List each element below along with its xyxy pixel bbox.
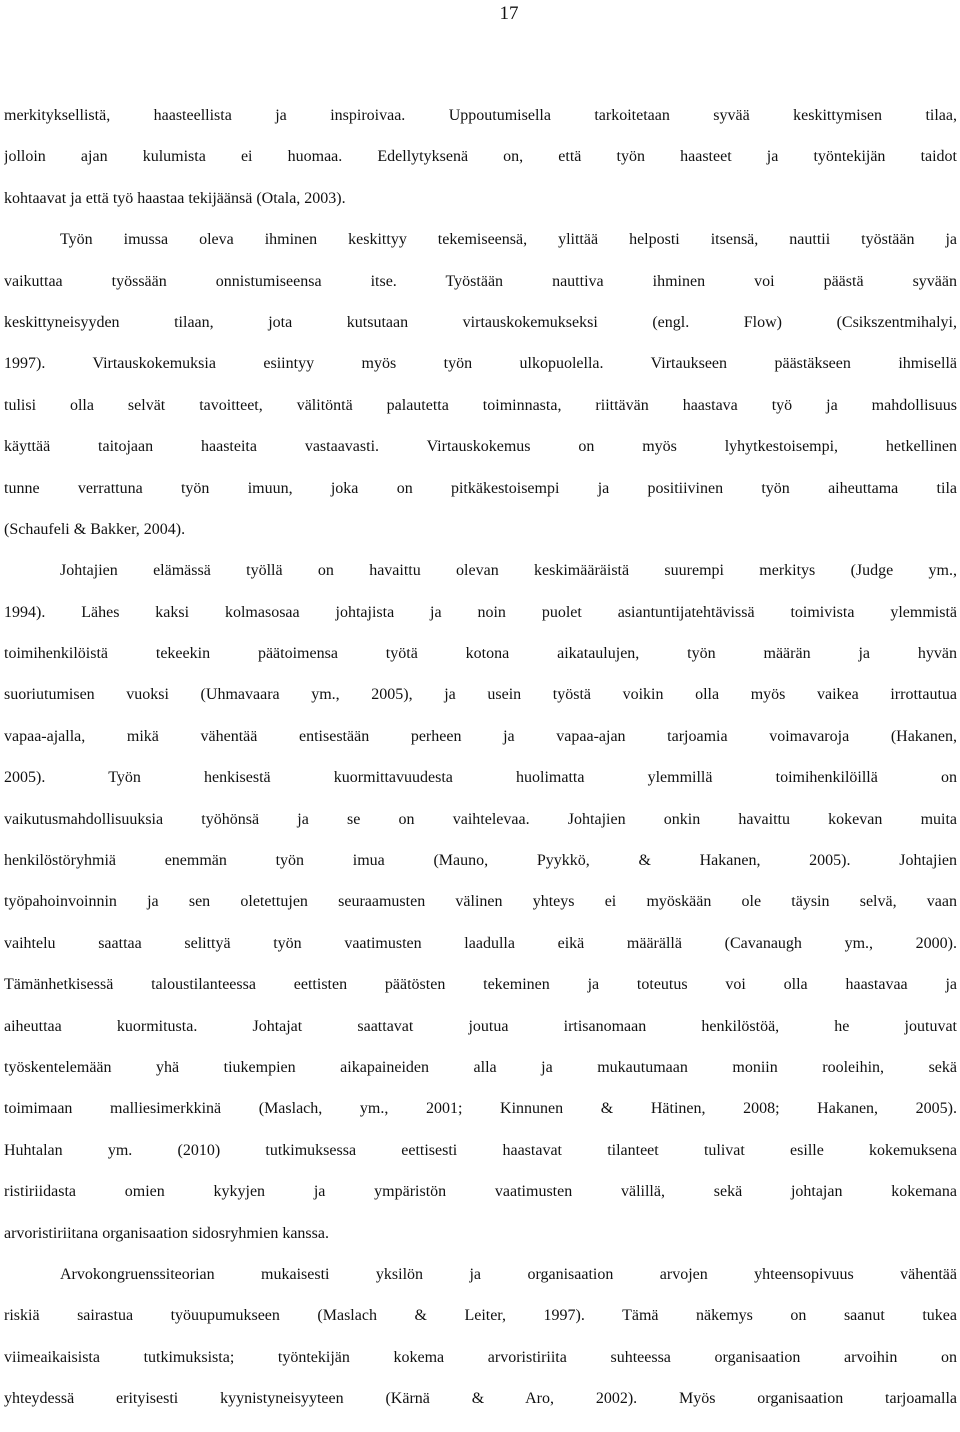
text-line: toimimaan malliesimerkkinä (Maslach, ym., 2001; Kinnunen & Hätinen, 2008; Hakanen, 2005). <box>4 1100 957 1118</box>
text-line: Arvokongruenssiteorian mukaisesti yksilön ja organisaation arvojen yhteensopivuus vähentää <box>60 1265 957 1283</box>
text-line: vaikutusmahdollisuuksia työhönsä ja se on vaihtelevaa. Johtajien onkin havaittu kokevan muita <box>4 810 957 828</box>
paragraph-1 <box>4 107 957 231</box>
text-line: 1994). Lähes kaksi kolmasosaa johtajista ja noin puolet asiantuntijatehtävissä toimivista ylemmistä <box>4 603 957 621</box>
text-line: vaikuttaa työssään onnistumiseensa itse. Työstään nauttiva ihminen voi päästä syvään <box>4 272 957 290</box>
paragraph-3 <box>4 562 957 1266</box>
text-line: käyttää taitojaan haasteita vastaavasti. Virtauskokemus on myös lyhytkestoisempi, hetkellinen <box>4 438 957 456</box>
text-line: suoriutumisen vuoksi (Uhmavaara ym., 2005), ja usein työstä voikin olla myös vaikea irrottautua <box>4 686 957 704</box>
text-line: tulisi olla selvät tavoitteet, välitöntä palautetta toiminnasta, riittävän haastava työ ja mahdollisuus <box>4 396 957 414</box>
text-line: vapaa-ajalla, mikä vähentää entisestään perheen ja vapaa-ajan tarjoamia voimavaroja (Hakanen, <box>4 727 957 745</box>
text-line: jolloin ajan kulumista ei huomaa. Edellytyksenä on, että työn haasteet ja työntekijän taidot <box>4 148 957 166</box>
text-line: viimeaikaisista tutkimuksista; työntekijän kokema arvoristiriita suhteessa organisaation arvoihin on <box>4 1348 957 1366</box>
text-line: yhteydessä erityisesti kyynistyneisyyteen (Kärnä & Aro, 2002). Myös organisaation tarjoamalla <box>4 1390 957 1408</box>
text-line: (Schaufeli & Bakker, 2004). <box>4 520 186 538</box>
text-line: aiheuttaa kuormitusta. Johtajat saattavat joutua irtisanomaan henkilöstöä, he joutuvat <box>4 1017 957 1035</box>
text-line: vaihtelu saattaa selittyä työn vaatimusten laadulla eikä määrällä (Cavanaugh ym., 2000). <box>4 934 957 952</box>
text-line: työskentelemään yhä tiukempien aikapaineiden alla ja mukautumaan moniin rooleihin, sekä <box>4 1058 957 1076</box>
text-line: arvoristiriitana organisaation sidosryhmien kanssa. <box>4 1224 329 1242</box>
text-line: 2005). Työn henkisestä kuormittavuudesta huolimatta ylemmillä toimihenkilöillä on <box>4 769 957 787</box>
text-line: merkityksellistä, haasteellista ja inspiroivaa. Uppoutumisella tarkoitetaan syvää keskittymisen tilaa, <box>4 107 957 124</box>
text-line: keskittyneisyyden tilaan, jota kutsutaan virtauskokemukseksi (engl. Flow) (Csikszentmihalyi, <box>4 313 957 331</box>
text-line: Työn imussa oleva ihminen keskittyy tekemiseensä, ylittää helposti itsensä, nauttii työstään ja <box>60 231 957 249</box>
text-line: riskiä sairastua työuupumukseen (Maslach & Leiter, 1997). Tämä näkemys on saanut tukea <box>4 1307 957 1325</box>
text-line: toimihenkilöistä tekeekin päätoimensa työtä kotona aikataulujen, työn määrän ja hyvän <box>4 645 957 663</box>
text-line: henkilöstöryhmiä enemmän työn imua (Mauno, Pyykkö, & Hakanen, 2005). Johtajien <box>4 852 957 870</box>
text-line: kohtaavat ja että työ haastaa tekijäänsä (Otala, 2003). <box>4 189 346 207</box>
paragraph-2 <box>4 231 957 562</box>
text-line: työpahoinvoinnin ja sen oletettujen seuraamusten välinen yhteys ei myöskään ole täysin selvä, vaan <box>4 893 957 911</box>
text-line: Huhtalan ym. (2010) tutkimuksessa eettisesti haastavat tilanteet tulivat esille kokemuksena <box>4 1141 957 1159</box>
page-number: 17 <box>499 3 519 24</box>
text-line: 1997). Virtauskokemuksia esiintyy myös työn ulkopuolella. Virtaukseen päästäkseen ihmisellä <box>4 355 957 373</box>
text-line: Johtajien elämässä työllä on havaittu olevan keskimääräistä suurempi merkitys (Judge ym., <box>60 562 957 580</box>
text-line: Tämänhetkisessä taloustilanteessa eettisten päätösten tekeminen ja toteutus voi olla haastavaa ja <box>4 976 957 994</box>
paragraph-4 <box>4 1266 957 1432</box>
text-line: ristiriidasta omien kykyjen ja ympäristön vaatimusten välillä, sekä johtajan kokemana <box>4 1183 957 1201</box>
text-line: tunne verrattuna työn imuun, joka on pitkäkestoisempi ja positiivinen työn aiheuttama tila <box>4 479 957 497</box>
document-body <box>4 107 957 1432</box>
